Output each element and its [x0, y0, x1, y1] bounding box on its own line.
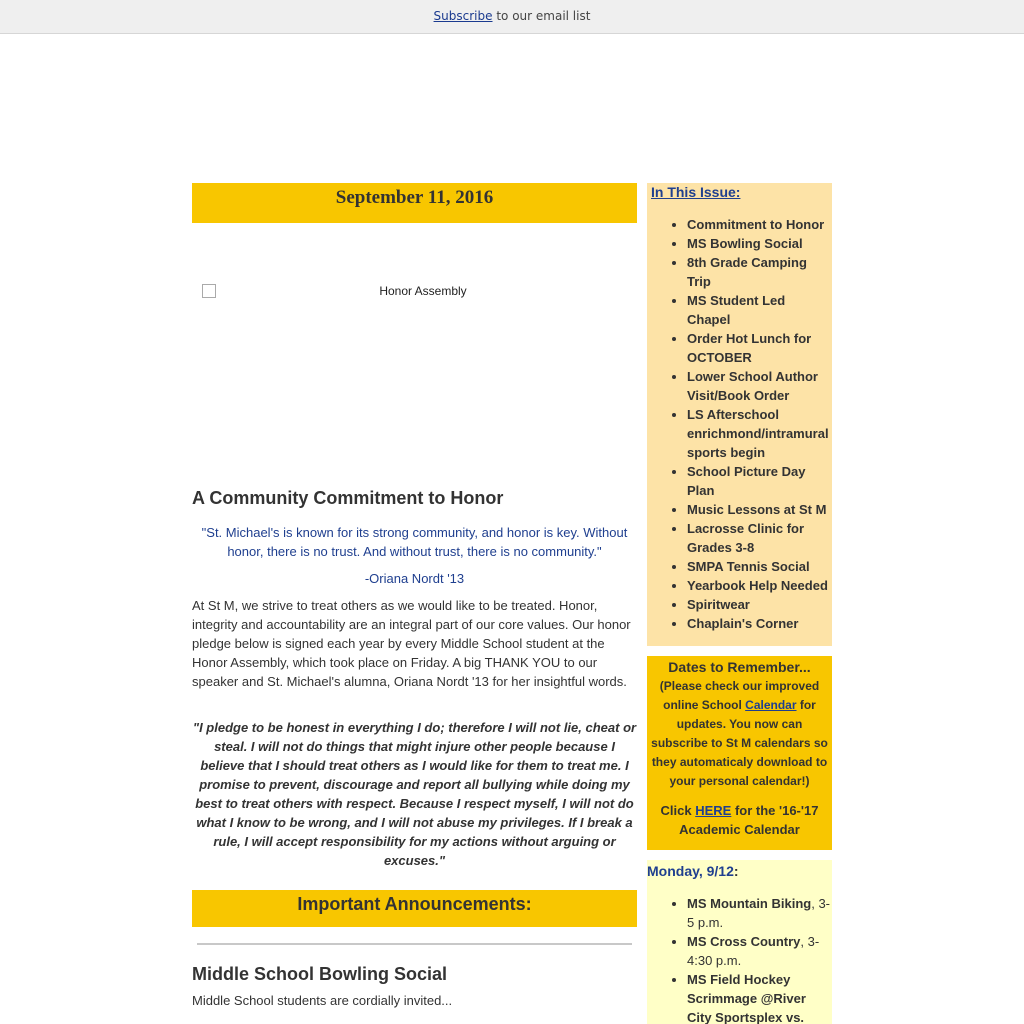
bowling-title: Middle School Bowling Social: [192, 964, 448, 984]
issue-item[interactable]: • 8th Grade Camping Trip: [687, 253, 832, 291]
event-detail: , 3-4:30 p.m.: [687, 934, 820, 968]
event-name: MS Field Hockey Scrimmage @River City Sportsplex vs.: [687, 972, 806, 1024]
issue-item[interactable]: • School Picture Day Plan: [687, 462, 832, 500]
issue-item[interactable]: • MS Student Led Chapel: [687, 291, 832, 329]
article-title: A Community Commitment to Honor: [192, 488, 504, 508]
date-banner: [192, 183, 637, 223]
calendar-link[interactable]: Calendar: [745, 698, 797, 712]
honor-pledge: "I pledge to be honest in everything I do; therefore I will not lie, cheat or steal. I will not do things that might injure other people because I believe that I should treat others as I would like for them to treat me. I promise to prevent, discourage and report all bullying while doing my best to treat others with respect. Because I respect myself, I will not do what I know to be wrong, and I will not abuse my privileges. If I break a rule, I will accept responsibility for my actions without arguing or excuses.": [192, 720, 637, 868]
newsletter-date: September 11, 2016: [335, 187, 494, 208]
subscribe-bar: [0, 0, 1024, 34]
issue-list: [647, 215, 832, 633]
in-this-issue-panel: [647, 183, 832, 646]
dates-panel: [647, 656, 832, 850]
honor-quote: "St. Michael's is known for its strong community, and honor is key. Without honor, there is no trust. And without trust, there is no community.": [201, 525, 628, 559]
academic-calendar-text: [647, 801, 832, 839]
click-a: Click: [660, 803, 696, 818]
announcements-banner: [192, 890, 637, 927]
issue-item[interactable]: • Lacrosse Clinic for Grades 3-8: [687, 519, 832, 557]
issue-item[interactable]: • LS Afterschool enrichmond/intramural sports begin: [687, 405, 832, 462]
issue-item[interactable]: • SMPA Tennis Social: [687, 557, 832, 576]
issue-item[interactable]: • MS Bowling Social: [687, 234, 832, 253]
academic-calendar-link[interactable]: HERE: [695, 803, 732, 818]
in-this-issue-link[interactable]: In This Issue:: [651, 184, 741, 200]
event-item: [687, 932, 832, 970]
day-heading-text: Monday, 9/12: [647, 863, 734, 879]
hero-image: [192, 223, 637, 488]
issue-item[interactable]: • Commitment to Honor: [687, 215, 832, 234]
event-name: MS Mountain Biking: [687, 896, 812, 911]
dates-note-a: (Please check our improved online School: [659, 679, 820, 712]
event-detail: , 3-5 p.m.: [687, 896, 831, 930]
issue-item[interactable]: • Music Lessons at St M: [687, 500, 832, 519]
hero-image-alt: Honor Assembly: [379, 284, 467, 298]
event-list: [647, 894, 832, 1024]
article-body: At St M, we strive to treat others as we would like to be treated. Honor, integrity and accountability are an integral part of our core values. Our honor pledge below is signed each year by every Middle School student at the Honor Assembly, which took place on Friday. A big THANK YOU to our speaker and St. Michael's alumna, Oriana Nordt '13 for her insightful words.: [192, 598, 631, 689]
click-b: for the '16-'17 Academic Calendar: [679, 803, 819, 837]
quote-author: -Oriana Nordt '13: [364, 571, 465, 586]
day-heading: [647, 862, 832, 880]
subscribe-text: to our email list: [496, 9, 591, 23]
main-column: [192, 183, 637, 1008]
event-item: [687, 894, 832, 932]
event-item: [687, 970, 832, 1024]
divider: [197, 943, 632, 945]
issue-item[interactable]: • Order Hot Lunch for OCTOBER: [687, 329, 832, 367]
issue-item[interactable]: • Lower School Author Visit/Book Order: [687, 367, 832, 405]
dates-note: [647, 677, 832, 791]
events-panel: [647, 860, 832, 1024]
announcements-title: Important Announcements:: [297, 894, 532, 914]
dates-title: Dates to Remember...: [668, 659, 811, 675]
issue-item[interactable]: • Spiritwear: [687, 595, 832, 614]
day-colon: :: [733, 863, 739, 879]
bowling-text: Middle School students are cordially invited...: [192, 993, 453, 1008]
dates-note-b: for updates. You now can subscribe to St M calendars so they automaticaly download to your personal calendar!): [651, 698, 828, 788]
issue-item[interactable]: • Yearbook Help Needed: [687, 576, 832, 595]
event-name: MS Cross Country: [687, 934, 801, 949]
issue-item[interactable]: • Chaplain's Corner: [687, 614, 832, 633]
subscribe-link[interactable]: Subscribe: [433, 9, 493, 23]
